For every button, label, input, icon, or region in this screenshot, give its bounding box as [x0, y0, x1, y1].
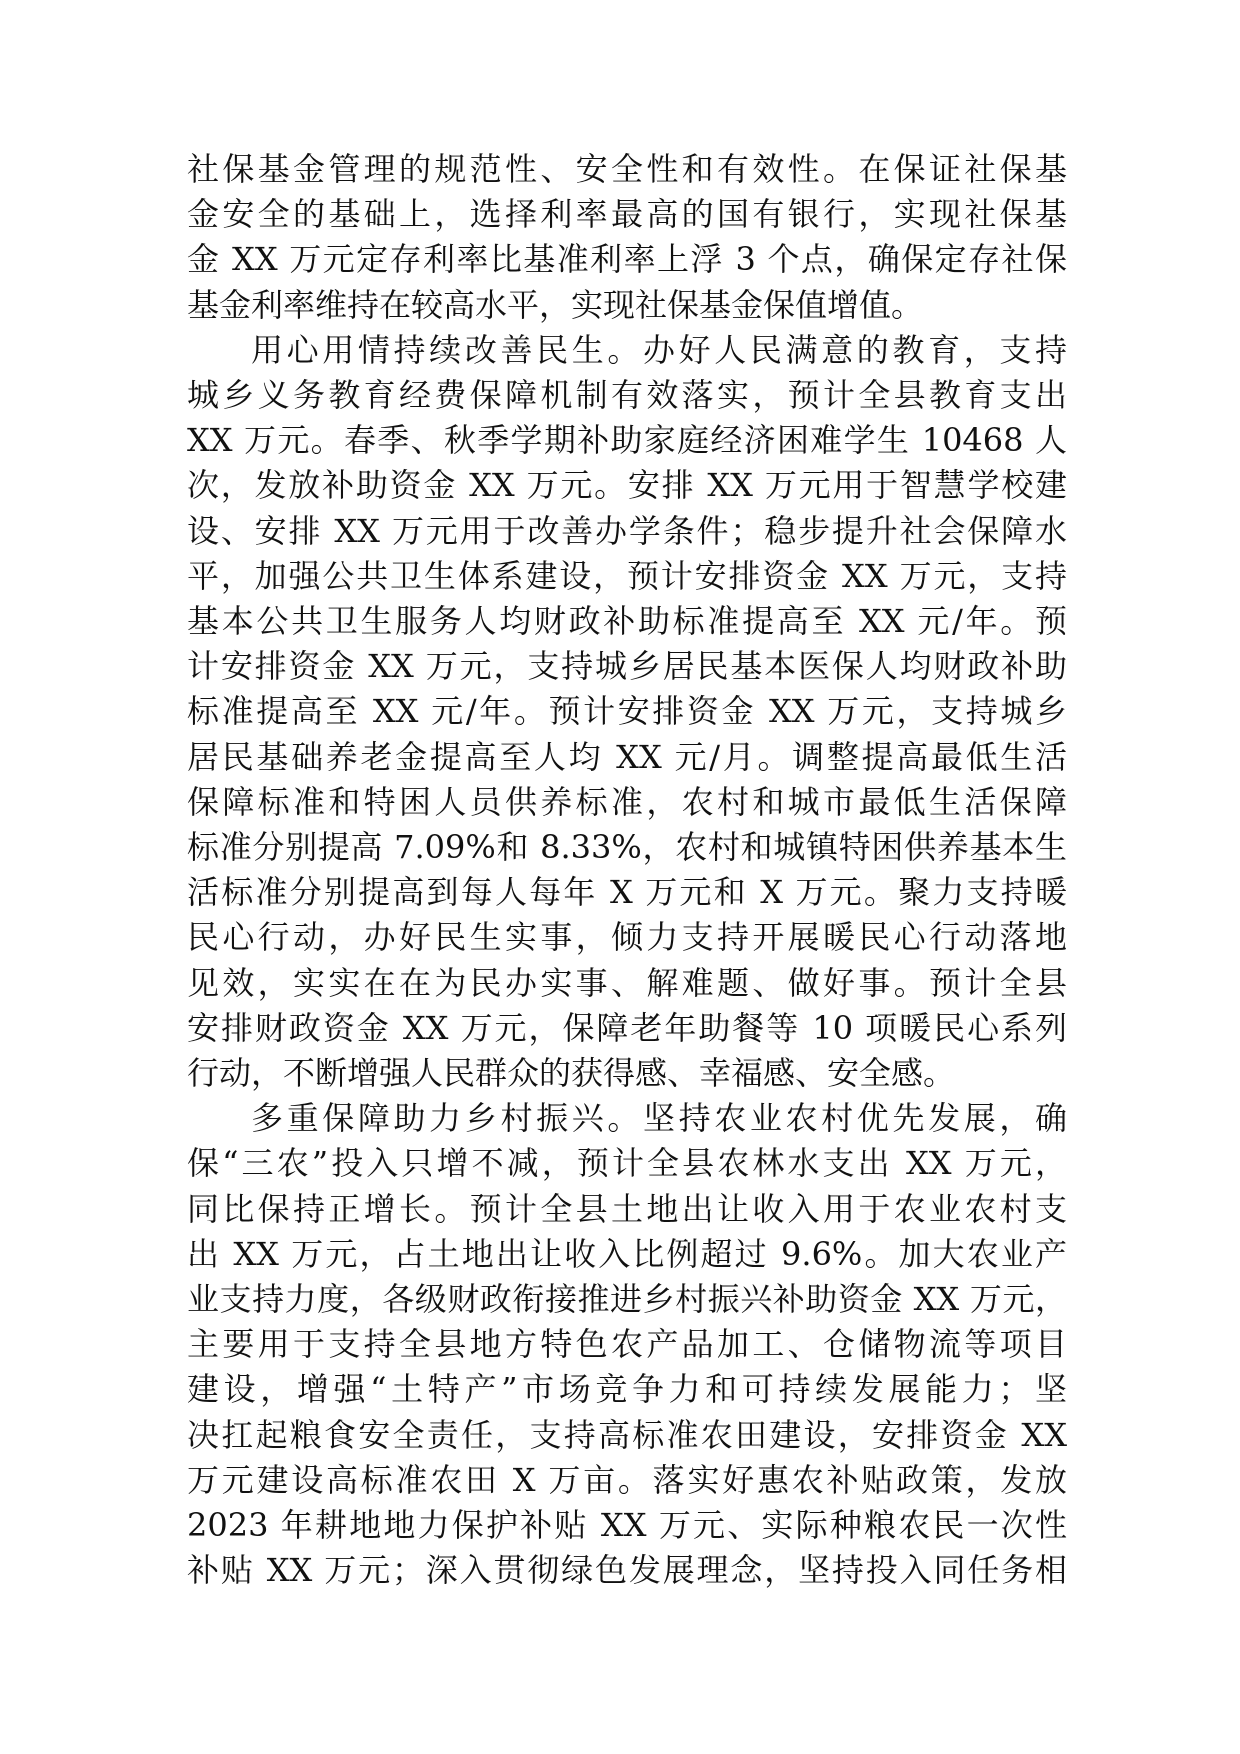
paragraph-line: 设、安排 XX 万元用于改善办学条件；稳步提升社会保障水 [187, 511, 1067, 550]
paragraph-line: XX 万元。春季、秋季学期补助家庭经济困难学生 10468 人 [187, 421, 1067, 460]
paragraph-line: 保障标准和特困人员供养标准，农村和城市最低生活保障 [187, 782, 1067, 821]
paragraph-line: 决扛起粮食安全责任，支持高标准农田建设，安排资金 XX [187, 1415, 1067, 1454]
paragraph-line: 建设，增强“土特产”市场竞争力和可持续发展能力；坚 [187, 1370, 1067, 1409]
paragraph [187, 147, 1067, 328]
paragraph-line: 民心行动，办好民生实事，倾力支持开展暖民心行动落地 [187, 918, 1067, 957]
paragraph-line: 安排财政资金 XX 万元，保障老年助餐等 10 项暖民心系列 [187, 1008, 1067, 1047]
paragraph-line: 基本公共卫生服务人均财政补助标准提高至 XX 元/年。预 [187, 602, 1067, 641]
paragraph-line: 出 XX 万元，占土地出让收入比例超过 9.6%。加大农业产 [187, 1234, 1067, 1273]
paragraph-line: 次，发放补助资金 XX 万元。安排 XX 万元用于智慧学校建 [187, 466, 1067, 505]
paragraph-line: 金安全的基础上，选择利率最高的国有银行，实现社保基 [187, 195, 1067, 234]
document-body [187, 147, 1067, 1594]
paragraph [187, 1096, 1067, 1593]
paragraph-line: 多重保障助力乡村振兴。坚持农业农村优先发展，确 [251, 1099, 1067, 1138]
paragraph-line: 用心用情持续改善民生。办好人民满意的教育，支持 [251, 330, 1067, 369]
paragraph-line: 计安排资金 XX 万元，支持城乡居民基本医保人均财政补助 [187, 647, 1067, 686]
paragraph-line: 平，加强公共卫生体系建设，预计安排资金 XX 万元，支持 [187, 556, 1067, 595]
paragraph-line: 2023 年耕地地力保护补贴 XX 万元、实际种粮农民一次性 [187, 1506, 1067, 1545]
paragraph-line: 主要用于支持全县地方特色农产品加工、仓储物流等项目 [187, 1325, 1067, 1364]
paragraph-line: 居民基础养老金提高至人均 XX 元/月。调整提高最低生活 [187, 737, 1067, 776]
paragraph-line: 业支持力度，各级财政衔接推进乡村振兴补助资金 XX 万元， [187, 1280, 1067, 1319]
paragraph-line: 基金利率维持在较高水平，实现社保基金保值增值。 [187, 285, 924, 324]
paragraph-line: 行动，不断增强人民群众的获得感、幸福感、安全感。 [187, 1054, 956, 1093]
paragraph-line: 同比保持正增长。预计全县土地出让收入用于农业农村支 [187, 1189, 1067, 1228]
paragraph-line: 标准提高至 XX 元/年。预计安排资金 XX 万元，支持城乡 [187, 692, 1067, 731]
paragraph [187, 328, 1067, 1096]
paragraph-line: 社保基金管理的规范性、安全性和有效性。在保证社保基 [187, 150, 1067, 188]
paragraph-line: 金 XX 万元定存利率比基准利率上浮 3 个点，确保定存社保 [187, 240, 1067, 279]
paragraph-line: 保“三农”投入只增不减，预计全县农林水支出 XX 万元， [187, 1144, 1067, 1183]
paragraph-line: 补贴 XX 万元；深入贯彻绿色发展理念，坚持投入同任务相 [187, 1551, 1067, 1590]
paragraph-line: 见效，实实在在为民办实事、解难题、做好事。预计全县 [187, 963, 1067, 1002]
paragraph-line: 标准分别提高 7.09%和 8.33%，农村和城镇特困供养基本生 [187, 828, 1067, 867]
paragraph-line: 城乡义务教育经费保障机制有效落实，预计全县教育支出 [187, 376, 1067, 415]
paragraph-line: 万元建设高标准农田 X 万亩。落实好惠农补贴政策，发放 [187, 1460, 1067, 1499]
paragraph-line: 活标准分别提高到每人每年 X 万元和 X 万元。聚力支持暖 [187, 873, 1067, 912]
